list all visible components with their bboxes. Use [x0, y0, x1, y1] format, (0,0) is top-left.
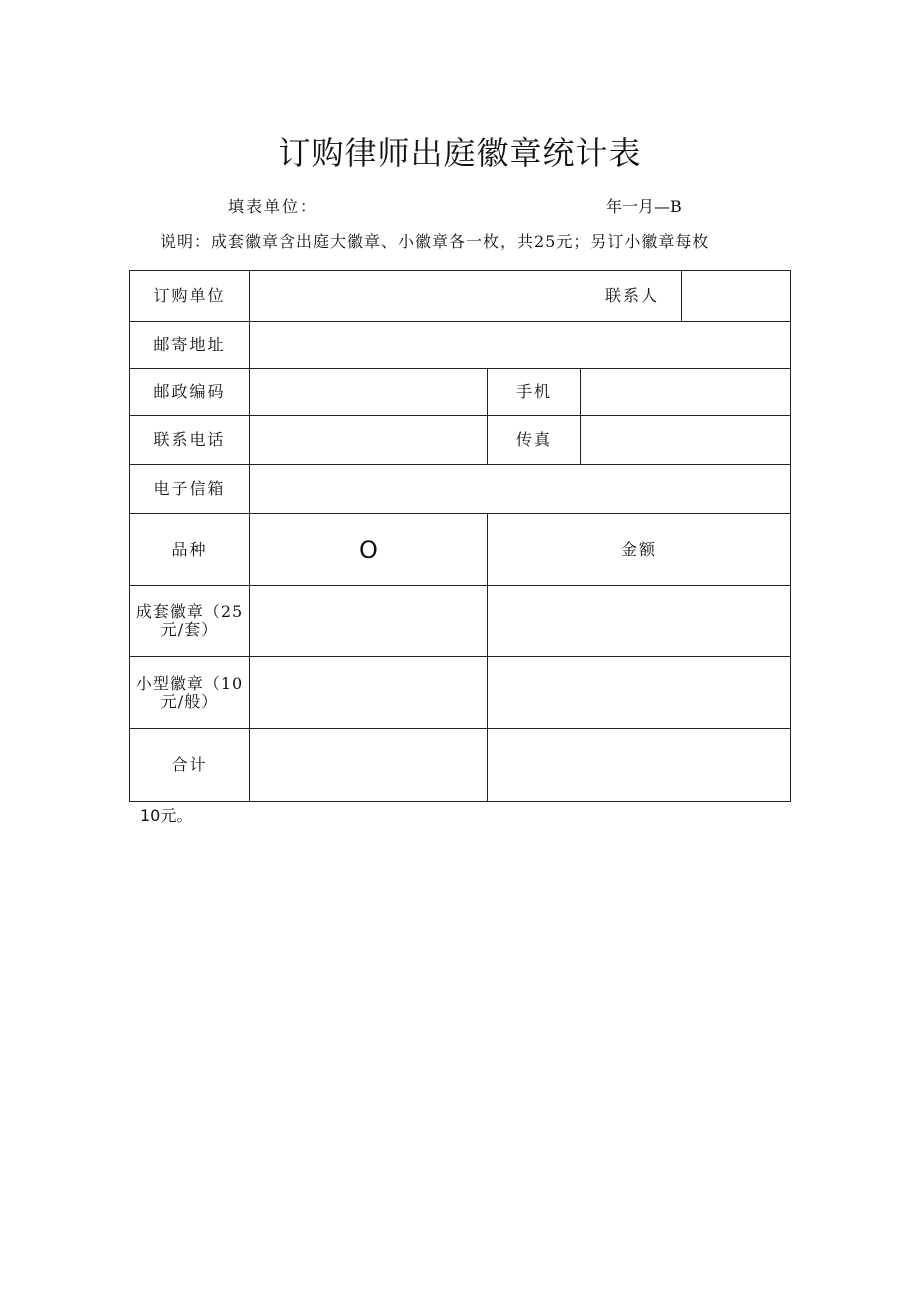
order-unit-label: 订购单位 — [153, 286, 226, 305]
variety-header: 品种 — [171, 539, 208, 559]
set-badge-quantity-field[interactable] — [250, 586, 487, 656]
contact-field[interactable] — [682, 271, 790, 321]
total-label: 合计 — [171, 755, 208, 774]
fax-field[interactable] — [581, 416, 790, 464]
fax-label: 传真 — [515, 430, 552, 449]
date-label: 年一月—B — [606, 197, 682, 216]
order-unit-field[interactable] — [250, 271, 600, 321]
small-badge-quantity-field[interactable] — [250, 657, 487, 728]
email-label: 电子信箱 — [153, 479, 226, 498]
address-label: 邮寄地址 — [153, 335, 226, 354]
phone-field[interactable] — [250, 416, 487, 464]
postcode-field[interactable] — [250, 369, 487, 415]
postcode-label: 邮政编码 — [153, 382, 226, 401]
set-badge-amount-field[interactable] — [488, 586, 790, 656]
total-quantity-field[interactable] — [250, 729, 487, 801]
row-set-badge-label: 成套徽章（25元/套） — [135, 602, 244, 639]
page-title: 订购律师出庭徽章统计表 — [278, 134, 642, 172]
total-amount-field[interactable] — [488, 729, 790, 801]
mobile-field[interactable] — [581, 369, 790, 415]
fill-unit-label: 填表单位： — [228, 197, 319, 216]
note-continuation: 10元。 — [140, 806, 193, 825]
contact-label: 联系人 — [604, 286, 659, 305]
phone-label: 联系电话 — [153, 430, 226, 449]
email-field[interactable] — [250, 465, 790, 513]
order-form-table — [129, 270, 791, 802]
quantity-header-mark: O — [359, 535, 378, 564]
mobile-label: 手机 — [515, 382, 552, 401]
address-field[interactable] — [250, 322, 790, 368]
description-note: 说明：成套徽章含出庭大徽章、小徽章各一枚，共25元；另订小徽章每枚 — [160, 232, 710, 251]
row-small-badge-label: 小型徽章（10元/般） — [135, 673, 244, 711]
amount-header: 金额 — [620, 539, 657, 559]
small-badge-amount-field[interactable] — [488, 657, 790, 728]
